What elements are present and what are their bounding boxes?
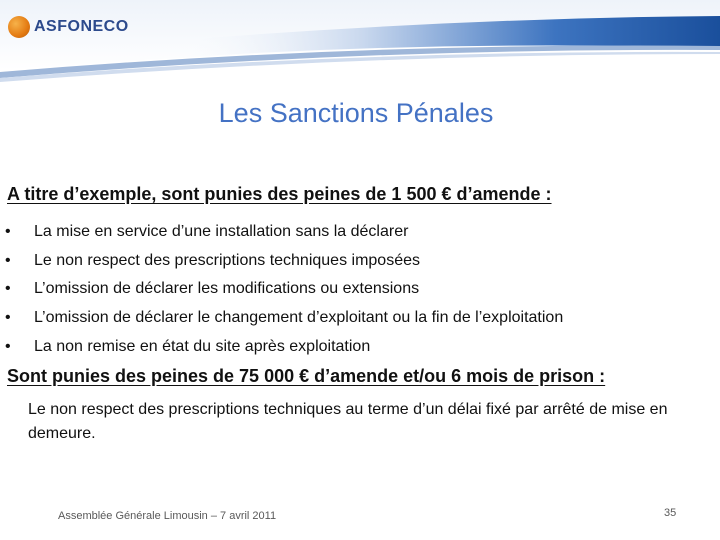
logo-mark-icon [8, 16, 30, 38]
list-item: • La mise en service d’une installation sans la déclarer [0, 218, 700, 247]
list-item: • Le non respect des prescriptions techniques imposées [0, 247, 700, 276]
slide-title: Les Sanctions Pénales [218, 98, 494, 128]
fine-75000-heading: Sont punies des peines de 75 000 € d’amende et/ou 6 mois de prison : [7, 366, 606, 386]
header-swoosh [0, 0, 720, 82]
list-item: • L’omission de déclarer les modifications ou extensions [0, 275, 700, 304]
company-logo [8, 16, 129, 38]
list-item: • La non remise en état du site après exploitation [0, 333, 700, 362]
footer-text: Assemblée Générale Limousin – 7 avril 2011 [58, 510, 277, 522]
page-number: 35 [664, 507, 677, 519]
sanction-paragraph: Le non respect des prescriptions techniques au terme d’un délai fixé par arrêté de mise en demeure. [28, 401, 668, 442]
sanction-list [0, 218, 700, 361]
fine-1500-heading: A titre d’exemple, sont punies des peines de 1 500 € d’amende : [7, 184, 552, 204]
logo-text: ASFONECO [34, 18, 129, 35]
slide-header [0, 0, 720, 82]
list-item: • L’omission de déclarer le changement d’exploitant ou la fin de l’exploitation [0, 304, 700, 333]
